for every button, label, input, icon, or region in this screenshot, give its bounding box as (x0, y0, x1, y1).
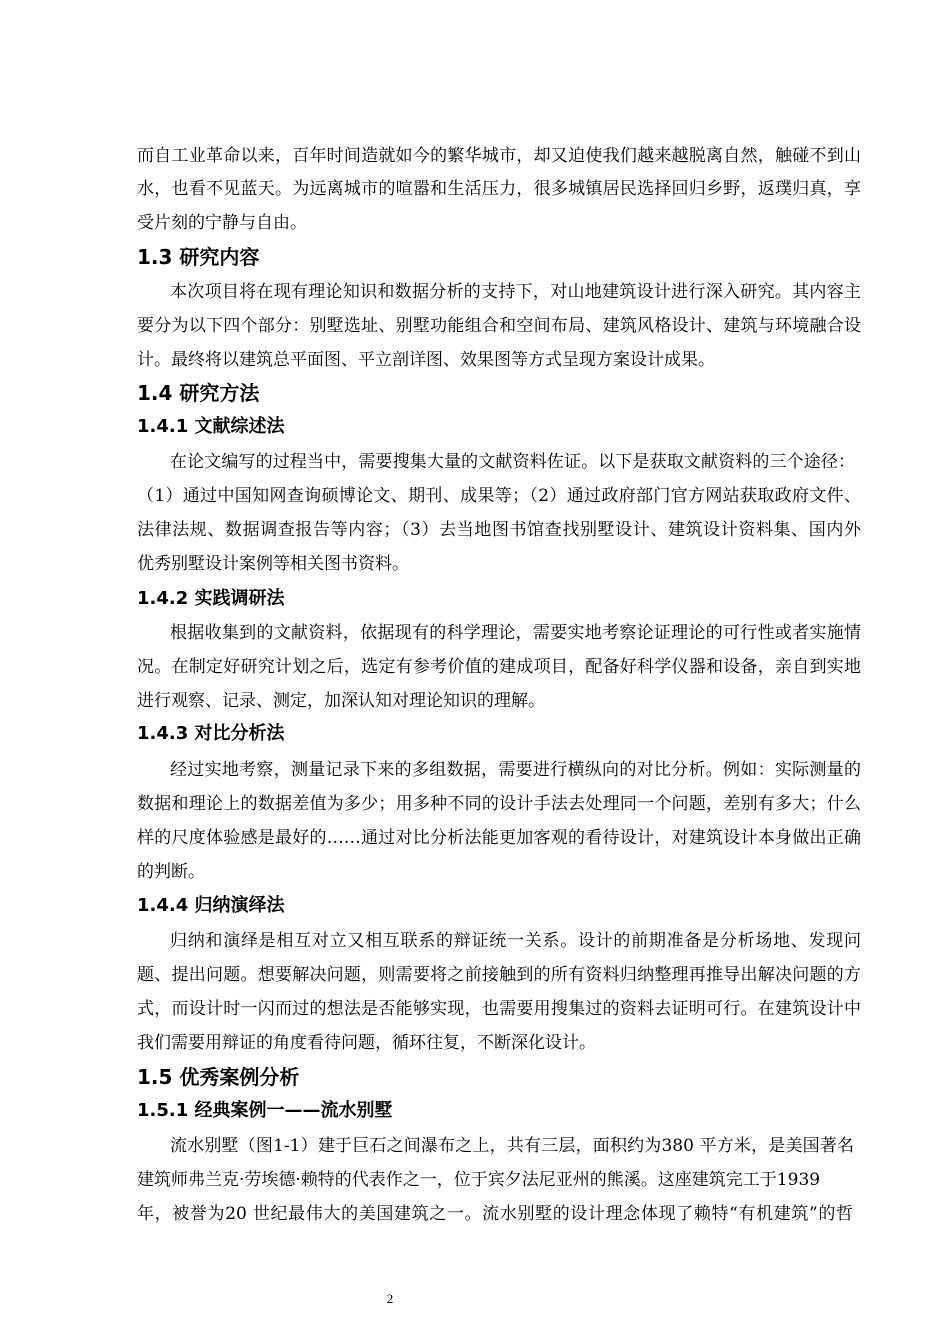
subsection-heading: 1.5.1 经典案例一——流水别墅 (137, 1100, 393, 1121)
paragraph-line: 法律法规、数据调查报告等内容；（3）去当地图书馆查找别墅设计、建筑设计资料集、国内外 (137, 520, 861, 540)
paragraph-line: 数据和理论上的数据差值为多少；用多种不同的设计手法去处理同一个问题，差别有多大；什么 (137, 794, 861, 814)
subsection-heading: 1.4.2 实践调研法 (137, 588, 285, 609)
paragraph-line: 年，被誉为20 世纪最伟大的美国建筑之一。流水别墅的设计理念体现了赖特“有机建筑”的哲 (137, 1204, 853, 1224)
paragraph-line: 题、提出问题。想要解决问题，则需要将之前接触到的所有资料归纳整理再推导出解决问题的方 (137, 965, 861, 985)
paragraph-line: 要分为以下四个部分：别墅选址、别墅功能组合和空间布局、建筑风格设计、建筑与环境融合设 (137, 316, 861, 336)
paragraph-line: 受片刻的宁静与自由。 (137, 213, 307, 233)
section-heading: 1.4 研究方法 (137, 381, 260, 405)
paragraph-line: 况。在制定好研究计划之后，选定有参考价值的建成项目，配备好科学仪器和设备，亲自到实地 (137, 657, 861, 677)
paragraph-line: 进行观察、记录、测定，加深认知对理论知识的理解。 (137, 691, 545, 711)
paragraph-line: 流水别墅（图1-1）建于巨石之间瀑布之上，共有三层，面积约为380 平方米，是美国著名 (170, 1136, 854, 1156)
paragraph-line: 建筑师弗兰克·劳埃德·赖特的代表作之一，位于宾夕法尼亚州的熊溪。这座建筑完工于1939 (137, 1170, 821, 1190)
subsection-heading: 1.4.3 对比分析法 (137, 723, 285, 744)
page-number: 2 (386, 1291, 394, 1306)
paragraph-line: （1）通过中国知网查询硕博论文、期刊、成果等；（2）通过政府部门官方网站获取政府文件、 (137, 486, 861, 506)
subsection-heading: 1.4.4 归纳演绎法 (137, 895, 285, 916)
paragraph-line: 优秀别墅设计案例等相关图书资料。 (137, 554, 409, 574)
paragraph-line: 计。最终将以建筑总平面图、平立剖详图、效果图等方式呈现方案设计成果。 (137, 350, 715, 370)
paragraph-line: 而自工业革命以来，百年时间造就如今的繁华城市，却又迫使我们越来越脱离自然，触碰不到山 (137, 146, 861, 166)
paragraph-line: 经过实地考察，测量记录下来的多组数据，需要进行横纵向的对比分析。例如：实际测量的 (170, 760, 861, 780)
paragraph-line: 水，也看不见蓝天。为远离城市的喧嚣和生活压力，很多城镇居民选择回归乡野，返璞归真，享 (137, 179, 861, 199)
paragraph-line: 根据收集到的文献资料，依据现有的科学理论，需要实地考察论证理论的可行性或者实施情 (170, 623, 861, 643)
section-heading: 1.5 优秀案例分析 (137, 1065, 300, 1089)
paragraph-line: 样的尺度体验感是最好的……通过对比分析法能更加客观的看待设计，对建筑设计本身做出正确 (137, 828, 861, 848)
paragraph-line: 本次项目将在现有理论知识和数据分析的支持下，对山地建筑设计进行深入研究。其内容主 (170, 282, 861, 302)
paragraph-line: 归纳和演绎是相互对立又相互联系的辩证统一关系。设计的前期准备是分析场地、发现问 (170, 931, 861, 951)
paragraph-line: 在论文编写的过程当中，需要搜集大量的文献资料佐证。以下是获取文献资料的三个途径： (170, 452, 855, 472)
paragraph-line: 我们需要用辩证的角度看待问题，循环往复，不断深化设计。 (137, 1033, 596, 1053)
paragraph-line: 式，而设计时一闪而过的想法是否能够实现，也需要用搜集过的资料去证明可行。在建筑设计中 (137, 999, 861, 1019)
paragraph-line: 的判断。 (137, 862, 205, 882)
subsection-heading: 1.4.1 文献综述法 (137, 416, 285, 437)
section-heading: 1.3 研究内容 (137, 245, 260, 269)
